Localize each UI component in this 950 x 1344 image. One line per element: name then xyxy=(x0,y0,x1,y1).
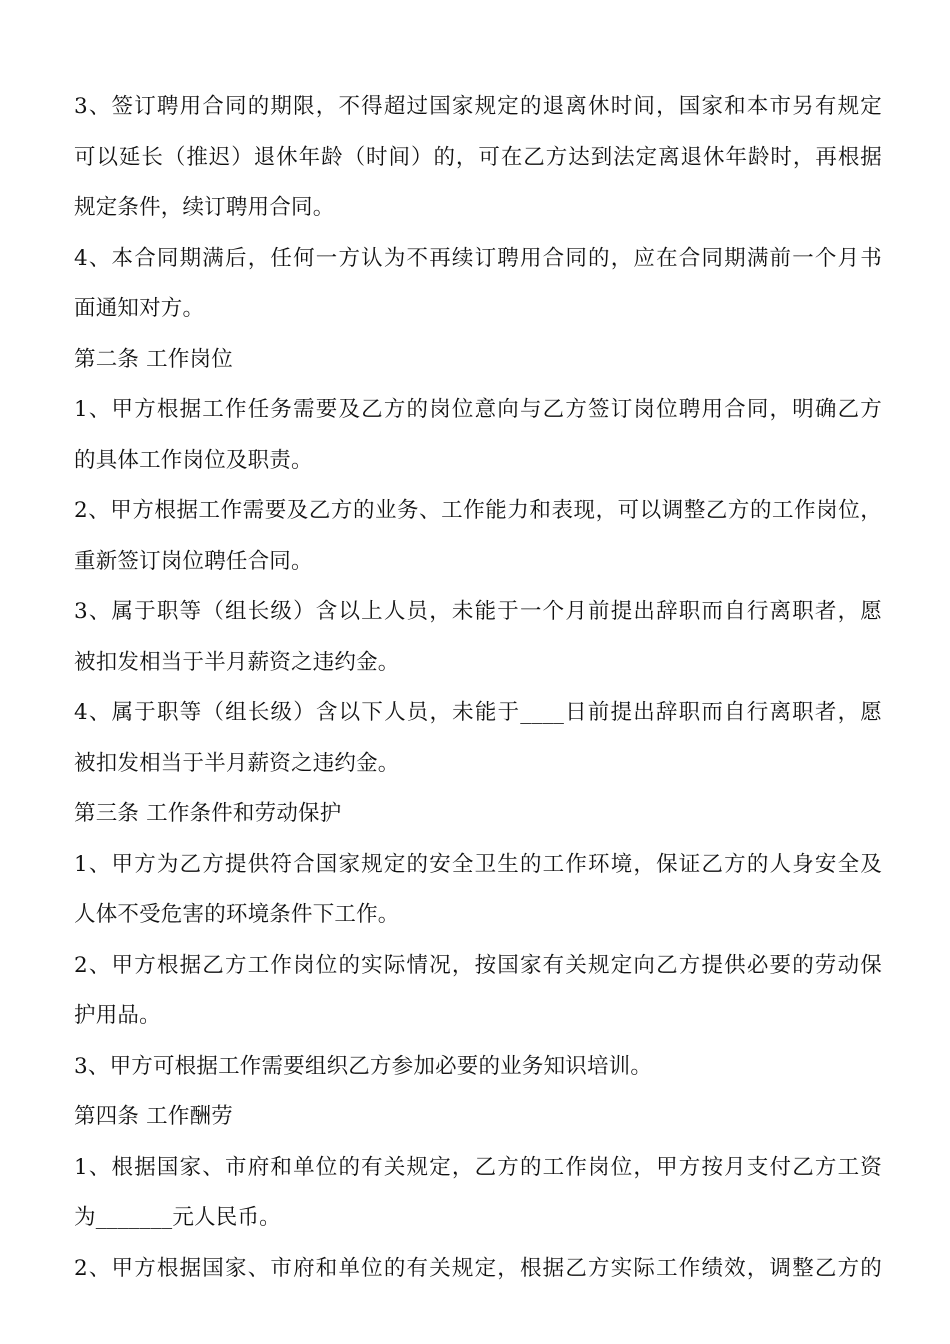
text-line-17: 人体不受危害的环境条件下工作。 xyxy=(74,902,400,927)
text-line-10: 重新签订岗位聘任合同。 xyxy=(74,548,313,574)
text-line-2: 可以延长（推迟）退休年龄（时间）的，可在乙方达到法定离退休年龄时，再根据 xyxy=(74,144,882,170)
text-line-5: 面通知对方。 xyxy=(74,296,205,321)
text-line-7: 1、甲方根据工作任务需要及乙方的岗位意向与乙方签订岗位聘用合同，明确乙方 xyxy=(74,397,882,422)
text-line-14: 被扣发相当于半月薪资之违约金。 xyxy=(74,750,400,776)
section-heading-article-2: 第二条 工作岗位 xyxy=(74,346,233,372)
text-line-24: 2、甲方根据国家、市府和单位的有关规定，根据乙方实际工作绩效，调整乙方的 xyxy=(74,1255,882,1281)
text-line-13: 4、属于职等（组长级）含以下人员，未能于____日前提出辞职而自行离职者，愿 xyxy=(74,700,882,725)
text-line-1: 3、签订聘用合同的期限，不得超过国家规定的退离休时间，国家和本市另有规定 xyxy=(74,94,882,119)
text-line-22: 1、根据国家、市府和单位的有关规定，乙方的工作岗位，甲方按月支付乙方工资 xyxy=(74,1154,882,1180)
text-line-23: 为_______元人民币。 xyxy=(74,1205,281,1230)
text-line-3: 规定条件，续订聘用合同。 xyxy=(74,195,335,220)
section-heading-article-4: 第四条 工作酬劳 xyxy=(74,1104,233,1129)
text-line-19: 护用品。 xyxy=(74,1003,161,1028)
text-line-11: 3、属于职等（组长级）含以上人员，未能于一个月前提出辞职而自行离职者，愿 xyxy=(74,599,882,624)
document-page xyxy=(74,82,882,1294)
text-line-9: 2、甲方根据工作需要及乙方的业务、工作能力和表现，可以调整乙方的工作岗位， xyxy=(74,498,882,523)
text-line-20: 3、甲方可根据工作需要组织乙方参加必要的业务知识培训。 xyxy=(74,1053,653,1079)
section-heading-article-3: 第三条 工作条件和劳动保护 xyxy=(74,801,342,826)
text-line-16: 1、甲方为乙方提供符合国家规定的安全卫生的工作环境，保证乙方的人身安全及 xyxy=(74,851,882,877)
text-line-18: 2、甲方根据乙方工作岗位的实际情况，按国家有关规定向乙方提供必要的劳动保 xyxy=(74,952,882,978)
text-line-4: 4、本合同期满后，任何一方认为不再续订聘用合同的，应在合同期满前一个月书 xyxy=(74,245,882,271)
text-line-8: 的具体工作岗位及职责。 xyxy=(74,447,313,473)
text-line-12: 被扣发相当于半月薪资之违约金。 xyxy=(74,649,400,675)
